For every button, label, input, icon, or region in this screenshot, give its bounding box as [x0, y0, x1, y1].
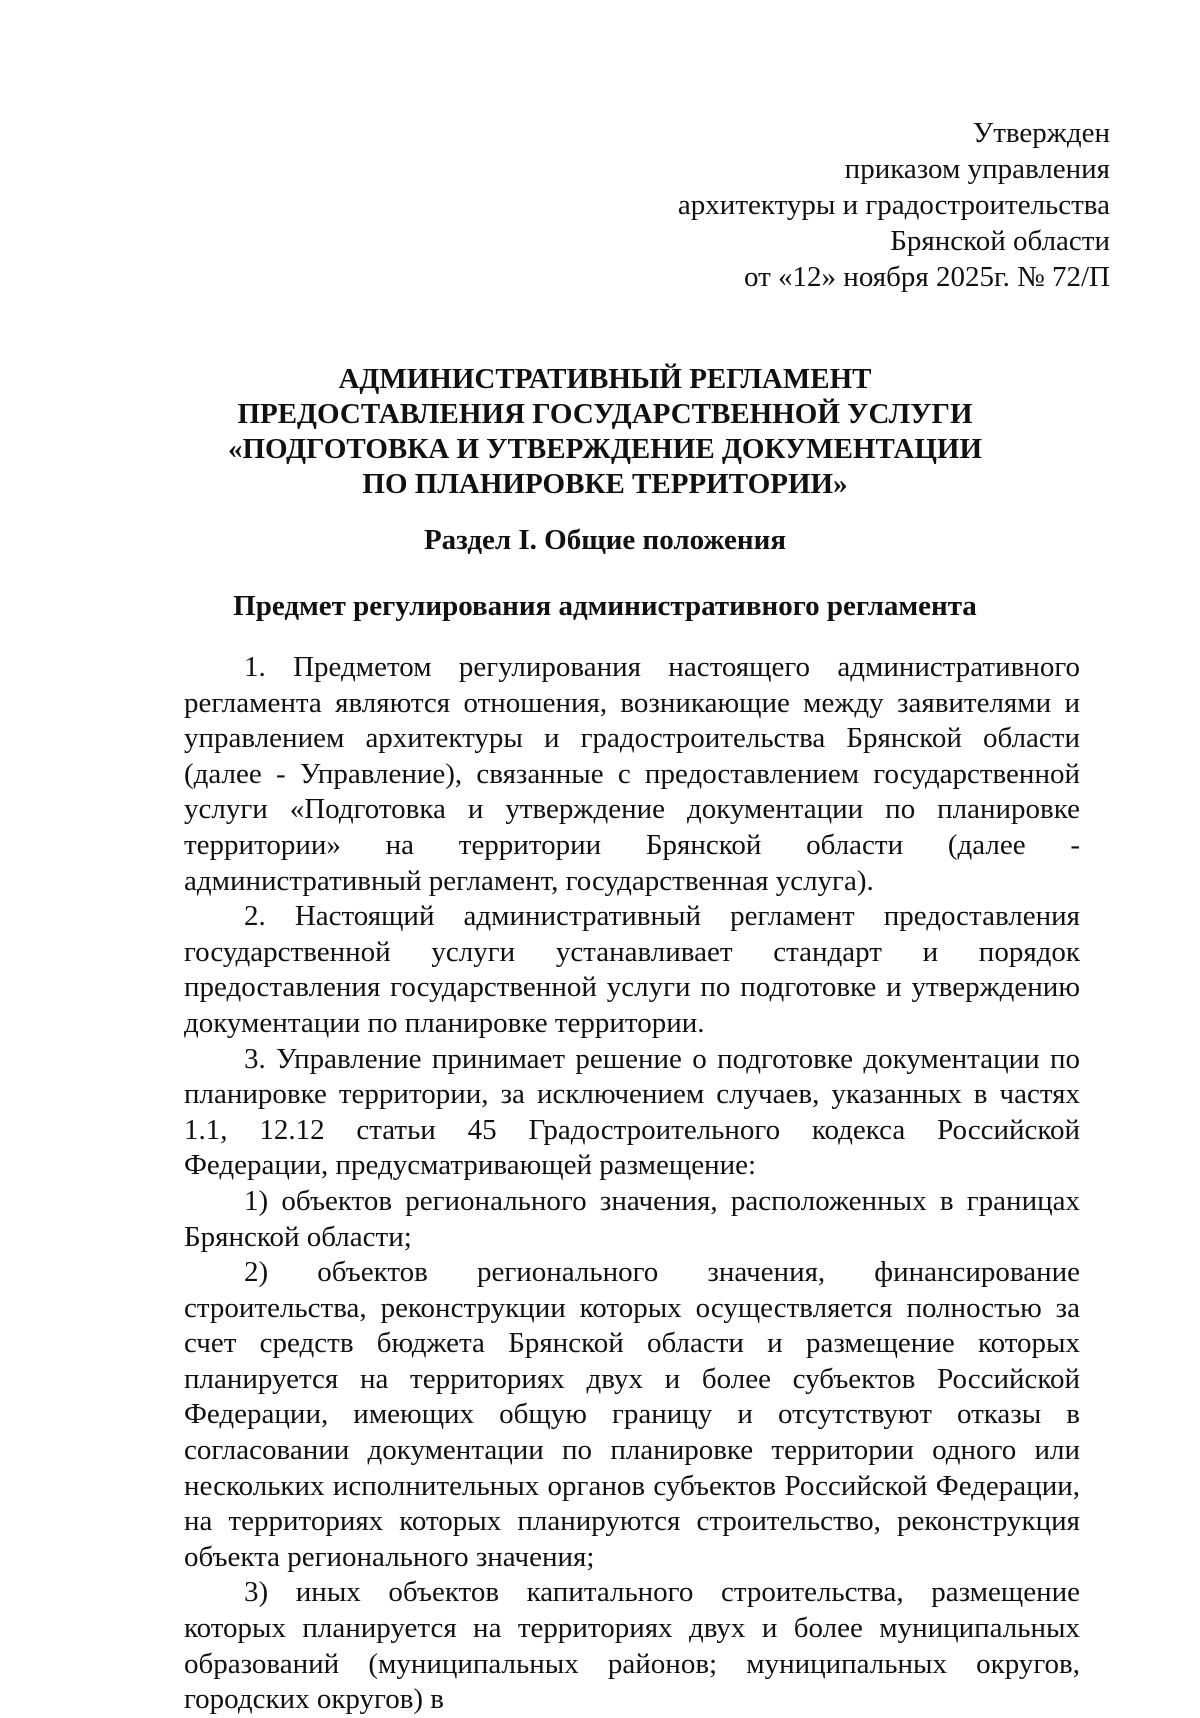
list-item: 1) объектов регионального значения, расположенных в границах Брянской области; [184, 1184, 1080, 1253]
title-line: АДМИНИСТРАТИВНЫЙ РЕГЛАМЕНТ [338, 363, 872, 395]
document-body [184, 650, 1080, 1718]
approval-line: от «12» ноября 2025г. № 72/П [744, 261, 1110, 293]
title-line: ПРЕДОСТАВЛЕНИЯ ГОСУДАРСТВЕННОЙ УСЛУГИ [237, 398, 973, 430]
title-line: «ПОДГОТОВКА И УТВЕРЖДЕНИЕ ДОКУМЕНТАЦИИ [228, 433, 982, 465]
approval-line: приказом управления [844, 153, 1110, 185]
section-heading: Раздел I. Общие положения [423, 524, 787, 556]
approval-line: Утвержден [972, 117, 1110, 149]
list-item: 2) объектов регионального значения, финансирование строительства, реконструкции которых осуществляется полностью за счет средств бюджета Брянской области и размещение которых планируется на территориях двух и более субъектов Российской Федерации, имеющих общую границу и отсутствуют отказы в согласовании документации по планировке территории одного или нескольких исполнительных органов субъектов Российской Федерации, на территориях которых планируются строительство, реконструкция объекта регионального значения; [184, 1256, 1080, 1573]
paragraph: 2. Настоящий административный регламент предоставления государственной услуги устанавливает стандарт и порядок предоставления государственной услуги по подготовке и утверждению документации по планировке территории. [184, 900, 1080, 1039]
approval-line: Брянской области [890, 225, 1110, 257]
approval-stamp [510, 115, 1110, 295]
paragraph: 1. Предметом регулирования настоящего административного регламента являются отношения, возникающие между заявителями и управлением архитектуры и градостроительства Брянской области (далее - Управление), связанные с предоставлением государственной услуги «Подготовка и утверждение документации по планировке территории» на территории Брянской области (далее - административный регламент, государственная услуга). [184, 651, 1080, 897]
document-title [150, 362, 1060, 502]
title-line: ПО ПЛАНИРОВКЕ ТЕРРИТОРИИ» [362, 468, 848, 500]
subsection-heading: Предмет регулирования административного регламента [233, 590, 977, 622]
paragraph: 3. Управление принимает решение о подготовке документации по планировке территории, за исключением случаев, указанных в частях 1.1, 12.12 статьи 45 Градостроительного кодекса Российской Федерации, предусматривающей размещение: [184, 1042, 1080, 1182]
approval-line: архитектуры и градостроительства [677, 189, 1110, 221]
list-item: 3) иных объектов капитального строительства, размещение которых планируется на территориях двух и более муниципальных образований (муниципальных районов; муниципальных округов, городских округов) в [184, 1576, 1080, 1716]
